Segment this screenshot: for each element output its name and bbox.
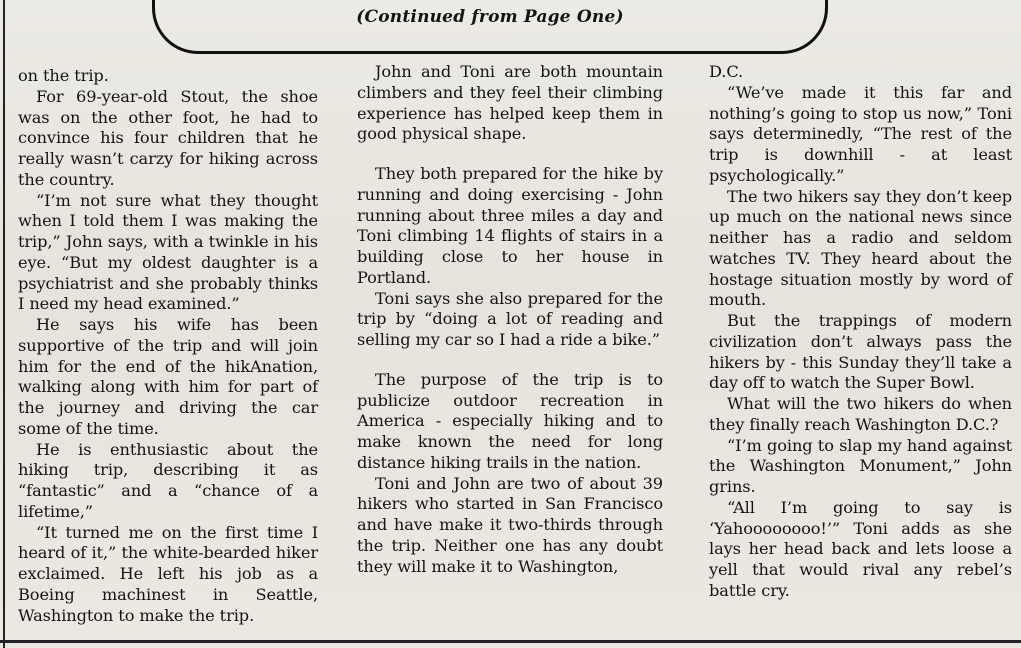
- paragraph: D.C.: [709, 62, 744, 81]
- paragraph: Toni and John are two of about 39 hikers who started in San Francisco and have make it two-thirds through the trip. Neither one has any doubt they will make it to Washington,: [357, 473, 663, 576]
- paragraph: He says his wife has been supportive of the trip and will join him for the end of the hikAnation, walking along with him for part of the journey and driving the car some of the time.: [18, 315, 318, 438]
- paragraph: Toni says she also prepared for the trip by “doing a lot of reading and selling my car so I had a ride a bike.”: [357, 288, 663, 349]
- paragraph: “I’m not sure what they thought when I told them I was making the trip,” John says, with a twinkle in his eye. “But my oldest daughter is a psychiatrist and she probably thinks I need my head examined.”: [18, 190, 318, 314]
- paragraph-gap: [357, 145, 663, 164]
- article-column-3: [709, 62, 1012, 602]
- page-border-bottom: [0, 640, 1021, 643]
- article-column-2: [357, 62, 663, 577]
- paragraph: on the trip.: [18, 66, 109, 85]
- paragraph: But the trappings of modern civilization don’t always pass the hikers by - this Sunday they’ll take a day off to watch the Super Bowl.: [709, 311, 1012, 393]
- paragraph: John and Toni are both mountain climbers and they feel their climbing experience has helped keep them in good physical shape.: [357, 62, 663, 144]
- paragraph: The two hikers say they don’t keep up much on the national news since neither has a radio and seldom watches TV. They heard about the hostage situation mostly by word of mouth.: [709, 186, 1012, 310]
- continued-label: (Continued from Page One): [356, 7, 624, 27]
- paragraph: He is enthusiastic about the hiking trip, describing it as “fantastic” and a “chance of a lifetime,”: [18, 439, 318, 521]
- paragraph-gap: [357, 351, 663, 370]
- paragraph: They both prepared for the hike by running and doing exercising - John running about three miles a day and Toni climbing 14 flights of stairs in a building close to her house in Portland.: [357, 164, 663, 287]
- paragraph: “We’ve made it this far and nothing’s going to stop us now,” Toni says determinedly, “The rest of the trip is downhill - at least psychologically.”: [709, 82, 1012, 185]
- page-border-left: [3, 0, 5, 648]
- paragraph: “It turned me on the first time I heard of it,” the white-bearded hiker exclaimed. He left his job as a Boeing machinest in Seattle, Washington to make the trip.: [18, 522, 318, 625]
- continued-banner: [152, 0, 828, 54]
- paragraph: What will the two hikers do when they finally reach Washington D.C.?: [709, 394, 1012, 434]
- paragraph: For 69-year-old Stout, the shoe was on the other foot, he had to convince his four children that he really wasn’t carzy for hiking across the country.: [18, 86, 318, 189]
- paragraph: The purpose of the trip is to publicize outdoor recreation in America - especially hiking and to make known the need for long distance hiking trails in the nation.: [357, 369, 663, 472]
- paragraph: “I’m going to slap my hand against the Washington Monument,” John grins.: [709, 435, 1012, 496]
- article-column-1: [18, 66, 318, 626]
- paragraph: “All I’m going to say is ‘Yahoooooooo!’” Toni adds as she lays her head back and lets loose a yell that would rival any rebel’s battle cry.: [709, 497, 1012, 600]
